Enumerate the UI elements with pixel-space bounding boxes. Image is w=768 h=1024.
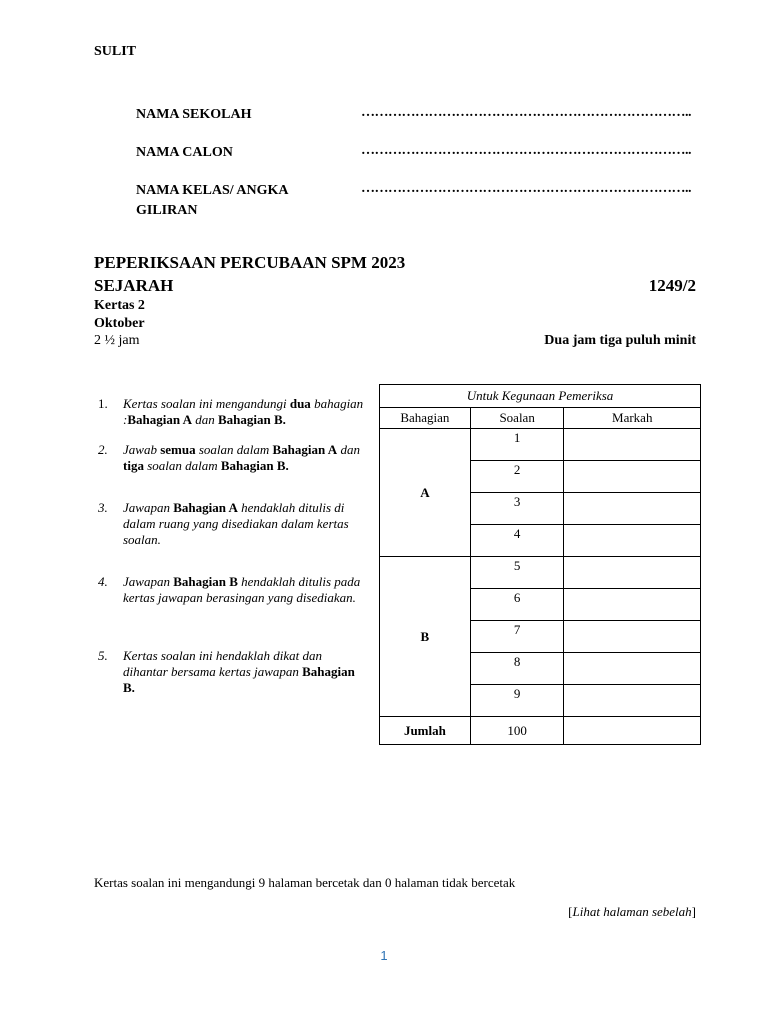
question-number: 6 [470,589,564,621]
total-label: Jumlah [380,717,471,745]
examiner-marks-table [379,384,701,745]
subject-code: 1249/2 [648,276,696,295]
instruction-number: 5. [98,648,108,663]
instruction-emphasis: Bahagian A [272,442,338,457]
school-name-dots: ……………………………………………………………….. [361,105,691,120]
instruction-run: hendaklah ditulis di dalam ruang yang disediakan dalam kertas soalan. [123,500,349,547]
instruction-emphasis: Bahagian B. [220,458,289,473]
total-value: 100 [470,717,564,745]
paper-label: Kertas 2 [94,298,145,313]
turn-page-note [568,904,696,920]
column-header-marks: Markah [564,408,701,429]
marks-cell [564,493,701,525]
instruction-run: hendaklah ditulis pada kertas jawapan berasingan yang disediakan. [123,574,361,605]
instruction-text [123,442,366,474]
instruction-item [98,574,366,606]
turn-page-open: [ [568,904,573,919]
instruction-number: 4. [98,574,108,589]
instruction-emphasis: dua [289,396,311,411]
instruction-number: 2. [98,442,108,457]
marks-cell [564,685,701,717]
duration-label: 2 ½ jam [94,333,140,348]
marks-cell [564,525,701,557]
question-number: 3 [470,493,564,525]
column-header-question: Soalan [470,408,564,429]
duration-words: Dua jam tiga puluh minit [544,333,696,348]
marks-cell [564,557,701,589]
question-number: 4 [470,525,564,557]
candidate-name-dots: ……………………………………………………………….. [361,143,691,158]
instruction-run: Jawab [123,442,161,457]
turn-page-close: ] [691,904,696,919]
instruction-item [98,648,366,696]
section-b-cell: B [380,557,471,717]
table-title: Untuk Kegunaan Pemeriksa [380,385,701,408]
instruction-run: dan [192,412,219,427]
marks-cell [564,429,701,461]
school-name-label: NAMA SEKOLAH [136,107,252,122]
page-count-note: Kertas soalan ini mengandungi 9 halaman bercetak dan 0 halaman tidak bercetak [94,875,516,890]
instruction-emphasis: Bahagian B. [218,412,286,427]
instruction-emphasis: Bahagian A [173,500,238,515]
instruction-run: Jawapan [123,574,174,589]
instruction-run: soalan dalam [195,442,273,457]
question-number: 2 [470,461,564,493]
instruction-run: Jawapan [123,500,174,515]
instruction-run: Kertas soalan ini hendaklah dikat dan dihantar bersama kertas jawapan [123,648,322,679]
marks-cell [564,589,701,621]
instruction-emphasis: Bahagian A [127,412,193,427]
instruction-text [123,500,366,548]
instruction-run: dan [337,442,360,457]
question-number: 5 [470,557,564,589]
section-a-cell: A [380,429,471,557]
turn-page-text: Lihat halaman sebelah [572,904,692,919]
question-number: 9 [470,685,564,717]
marks-cell [564,621,701,653]
class-number-dots: ……………………………………………………………….. [361,181,691,196]
page-number: 1 [380,948,388,963]
marks-cell [564,653,701,685]
instruction-emphasis: Bahagian B. [123,664,355,695]
instruction-number: 3. [98,500,108,515]
column-header-section: Bahagian [380,408,471,429]
instruction-text [123,396,366,428]
instruction-item [98,442,366,474]
instruction-run: Kertas soalan ini mengandungi [123,396,290,411]
instruction-run: bahagian : [123,396,364,427]
question-number: 1 [470,429,564,461]
classification-label: SULIT [94,44,137,59]
instruction-item [98,500,366,548]
instruction-run: soalan dalam [143,458,221,473]
instruction-text [123,648,366,696]
total-marks-cell [564,717,701,745]
instruction-emphasis: tiga [123,458,144,473]
instruction-emphasis: semua [160,442,196,457]
instruction-text [123,574,366,606]
instruction-number: 1. [98,396,108,411]
question-number: 7 [470,621,564,653]
class-number-label: NAMA KELAS/ ANGKA GILIRAN [136,183,288,218]
question-number: 8 [470,653,564,685]
marks-cell [564,461,701,493]
exam-title: PEPERIKSAAN PERCUBAAN SPM 2023 [94,253,406,272]
subject-title: SEJARAH [94,276,174,295]
instruction-emphasis: Bahagian B [173,574,238,589]
candidate-name-label: NAMA CALON [136,145,233,160]
instruction-item [98,396,366,428]
month-label: Oktober [94,316,145,331]
